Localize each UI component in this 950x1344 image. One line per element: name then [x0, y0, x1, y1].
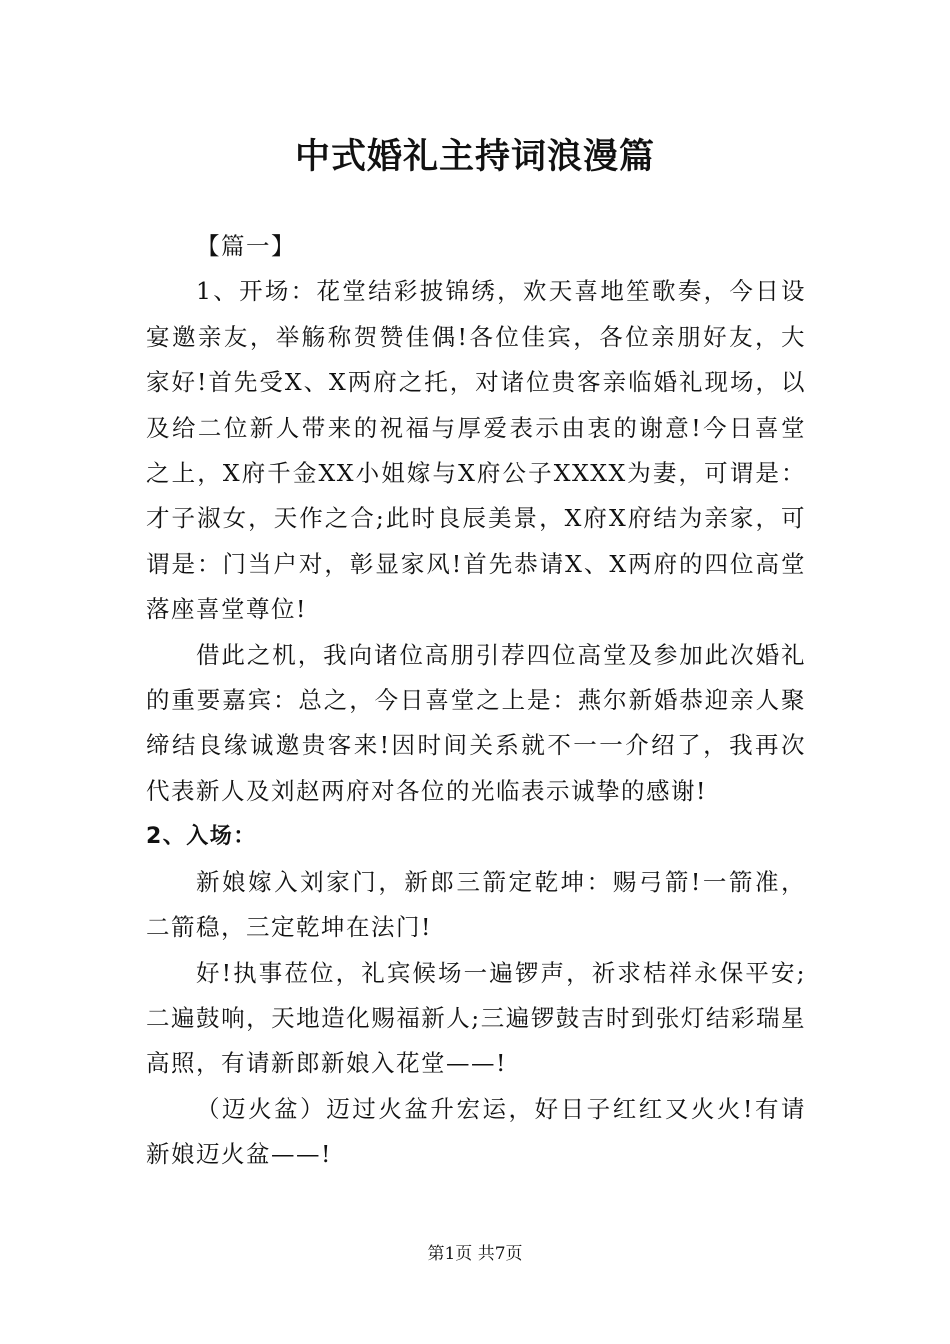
section-label: 【篇一】: [196, 232, 296, 260]
document-title: 中式婚礼主持词浪漫篇: [294, 136, 655, 177]
section-heading-entrance: 2、入场：: [146, 824, 257, 850]
paragraph-gongs-drums: 好!执事莅位，礼宾候场一遍锣声，祈求桔祥永保平安;二遍鼓响，天地造化赐福新人;三遍锣鼓吉时到张灯结彩瑞星高照，有请新郎新娘入花堂——!: [146, 958, 806, 1078]
paragraph-introduction: 借此之机，我向诸位高朋引荐四位高堂及参加此次婚礼的重要嘉宾：总之，今日喜堂之上是：燕尔新婚恭迎亲人聚缔结良缘诚邀贵客来!因时间关系就不一一介绍了，我再次代表新人及刘赵两府对各位的光临表示诚挚的感谢!: [146, 640, 806, 805]
paragraph-arrows: 新娘嫁入刘家门，新郎三箭定乾坤：赐弓箭!一箭准，二箭稳，三定乾坤在法门!: [146, 867, 806, 942]
paragraph-fire-basin: （迈火盆）迈过火盆升宏运，好日子红红又火火!有请新娘迈火盆——!: [146, 1094, 806, 1169]
paragraph-opening: 1、开场：花堂结彩披锦绣，欢天喜地笙歌奏，今日设宴邀亲友，举觞称贺赞佳偶!各位佳宾，各位亲朋好友，大家好!首先受X、X两府之托，对诸位贵客亲临婚礼现场，以及给二位新人带来的祝福与厚爱表示由衷的谢意!今日喜堂之上，X府千金XX小姐嫁与X府公子XXXX为妻，可谓是：才子淑女，天作之合;此时良辰美景，X府X府结为亲家，可谓是：门当户对，彰显家风!首先恭请X、X两府的四位高堂落座喜堂尊位!: [146, 277, 806, 624]
page-footer: 第1页 共7页: [427, 1244, 523, 1264]
document-body: [146, 224, 806, 1178]
